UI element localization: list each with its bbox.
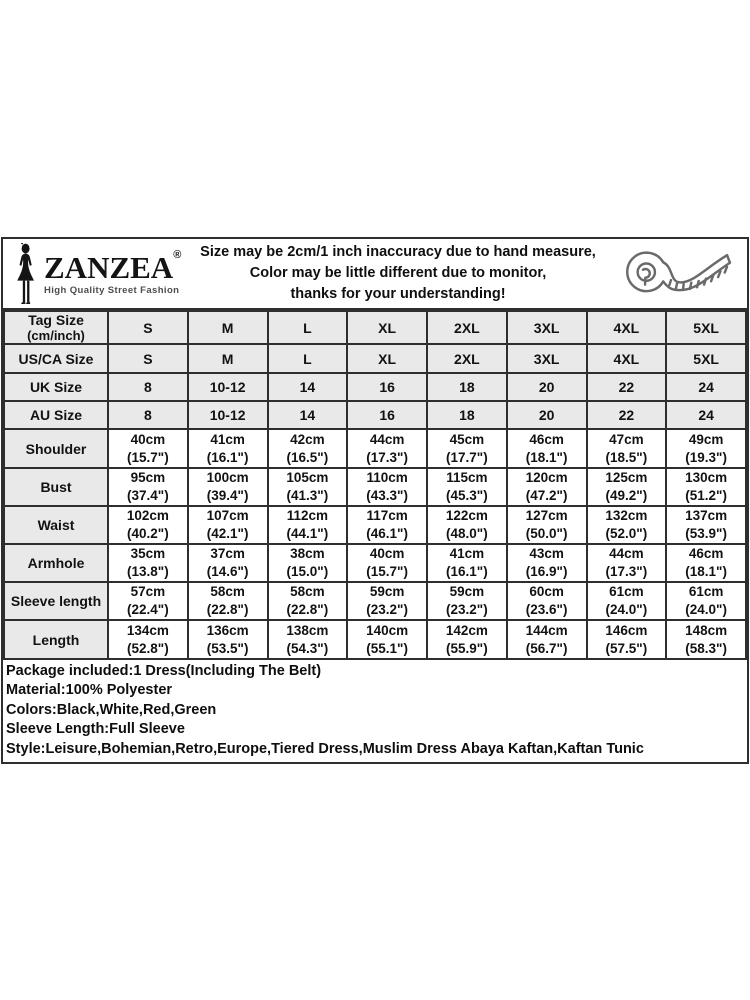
size-cell: 35cm (13.8") [108,544,188,582]
row-label-bust: Bust [4,468,108,506]
row-label-us-ca-size: US/CA Size [4,344,108,373]
size-cell: 4XL [587,311,667,344]
size-cell: XL [347,311,427,344]
size-cell: M [188,344,268,373]
size-cell: 20 [507,373,587,401]
size-cell: 144cm (56.7") [507,620,587,659]
notice-line: Size may be 2cm/1 inch inaccuracy due to hand measure, [200,244,596,260]
product-detail-line: Style:Leisure,Bohemian,Retro,Europe,Tiered Dress,Muslim Dress Abaya Kaftan,Kaftan Tunic [6,740,644,757]
size-cell: 61cm (24.0") [587,582,667,620]
row-label-shoulder: Shoulder [4,429,108,468]
size-cell: 100cm (39.4") [188,468,268,506]
table-row-uk-size [4,373,746,401]
table-row-waist [4,506,746,544]
size-cell: 59cm (23.2") [347,582,427,620]
size-cell: 14 [268,401,348,429]
size-cell: 24 [666,401,746,429]
size-cell: L [268,311,348,344]
size-cell: 42cm (16.5") [268,429,348,468]
table-row-us-ca-size [4,344,746,373]
product-detail-line: Sleeve Length:Full Sleeve [6,721,185,738]
size-cell: 105cm (41.3") [268,468,348,506]
product-details [3,660,747,762]
size-cell: 148cm (58.3") [666,620,746,659]
registered-mark: ® [173,248,182,261]
size-cell: 60cm (23.6") [507,582,587,620]
size-cell: 136cm (53.5") [188,620,268,659]
table-row-length [4,620,746,659]
size-cell: 14 [268,373,348,401]
size-cell: 3XL [507,344,587,373]
size-cell: S [108,311,188,344]
size-cell: 44cm (17.3") [587,544,667,582]
size-table-body [4,311,746,659]
size-cell: 18 [427,401,507,429]
table-row-au-size [4,401,746,429]
size-cell: 2XL [427,311,507,344]
product-detail-line: Material:100% Polyester [6,682,173,699]
size-cell: 8 [108,401,188,429]
size-cell: 58cm (22.8") [268,582,348,620]
row-label-tag-size: Tag Size (cm/inch) [4,311,108,344]
row-label-armhole: Armhole [4,544,108,582]
size-cell: 43cm (16.9") [507,544,587,582]
size-cell: 140cm (55.1") [347,620,427,659]
size-cell: L [268,344,348,373]
size-cell: 146cm (57.5") [587,620,667,659]
size-cell: 59cm (23.2") [427,582,507,620]
size-cell: 3XL [507,311,587,344]
size-cell: 142cm (55.9") [427,620,507,659]
row-label-au-size: AU Size [4,401,108,429]
product-detail-line: Package included:1 Dress(Including The Belt) [6,663,322,679]
size-cell: XL [347,344,427,373]
product-detail-line: Colors:Black,White,Red,Green [6,701,217,718]
size-cell: 47cm (18.5") [587,429,667,468]
size-table [3,310,747,660]
table-row-shoulder [4,429,746,468]
woman-silhouette-icon [10,243,42,305]
size-cell: 37cm (14.6") [188,544,268,582]
size-cell: 138cm (54.3") [268,620,348,659]
size-cell: 38cm (15.0") [268,544,348,582]
size-cell: 46cm (18.1") [507,429,587,468]
size-cell: 122cm (48.0") [427,506,507,544]
size-cell: 117cm (46.1") [347,506,427,544]
size-cell: 61cm (24.0") [666,582,746,620]
size-cell: 58cm (22.8") [188,582,268,620]
size-cell: 49cm (19.3") [666,429,746,468]
size-cell: 20 [507,401,587,429]
table-row-sleeve-length [4,582,746,620]
size-cell: 16 [347,373,427,401]
size-cell: 110cm (43.3") [347,468,427,506]
notice-line: Color may be little different due to monitor, [249,265,547,281]
size-cell: 18 [427,373,507,401]
size-cell: 4XL [587,344,667,373]
size-cell: 22 [587,373,667,401]
row-label-length: Length [4,620,108,659]
size-cell: 22 [587,401,667,429]
row-label-uk-size: UK Size [4,373,108,401]
table-row-bust [4,468,746,506]
notice-line: thanks for your understanding! [290,286,506,302]
brand-text [44,248,182,296]
brand-name: ZANZEA [44,249,174,285]
size-cell: 130cm (51.2") [666,468,746,506]
size-cell: 2XL [427,344,507,373]
size-cell: 107cm (42.1") [188,506,268,544]
row-label-sleeve-length: Sleeve length [4,582,108,620]
size-cell: M [188,311,268,344]
size-cell: S [108,344,188,373]
size-cell: 10-12 [188,373,268,401]
size-cell: 5XL [666,311,746,344]
size-cell: 127cm (50.0") [507,506,587,544]
size-cell: 40cm (15.7") [108,429,188,468]
size-cell: 132cm (52.0") [587,506,667,544]
size-cell: 57cm (22.4") [108,582,188,620]
row-label-waist: Waist [4,506,108,544]
size-cell: 102cm (40.2") [108,506,188,544]
size-cell: 41cm (16.1") [188,429,268,468]
brand-logo [3,243,195,305]
size-cell: 40cm (15.7") [347,544,427,582]
table-row-tag-size [4,311,746,344]
size-cell: 44cm (17.3") [347,429,427,468]
size-chart-sheet [1,237,749,764]
size-cell: 112cm (44.1") [268,506,348,544]
size-cell: 46cm (18.1") [666,544,746,582]
size-cell: 8 [108,373,188,401]
size-cell: 125cm (49.2") [587,468,667,506]
size-cell: 137cm (53.9") [666,506,746,544]
tape-icon-wrap [601,243,747,305]
size-cell: 10-12 [188,401,268,429]
size-cell: 134cm (52.8") [108,620,188,659]
chart-header [3,239,747,310]
size-cell: 115cm (45.3") [427,468,507,506]
size-cell: 120cm (47.2") [507,468,587,506]
size-cell: 24 [666,373,746,401]
measure-notice [195,242,601,305]
size-cell: 41cm (16.1") [427,544,507,582]
measuring-tape-icon [613,243,735,305]
size-cell: 16 [347,401,427,429]
size-cell: 5XL [666,344,746,373]
size-cell: 95cm (37.4") [108,468,188,506]
size-cell: 45cm (17.7") [427,429,507,468]
brand-tagline: High Quality Street Fashion [44,284,180,296]
table-row-armhole [4,544,746,582]
